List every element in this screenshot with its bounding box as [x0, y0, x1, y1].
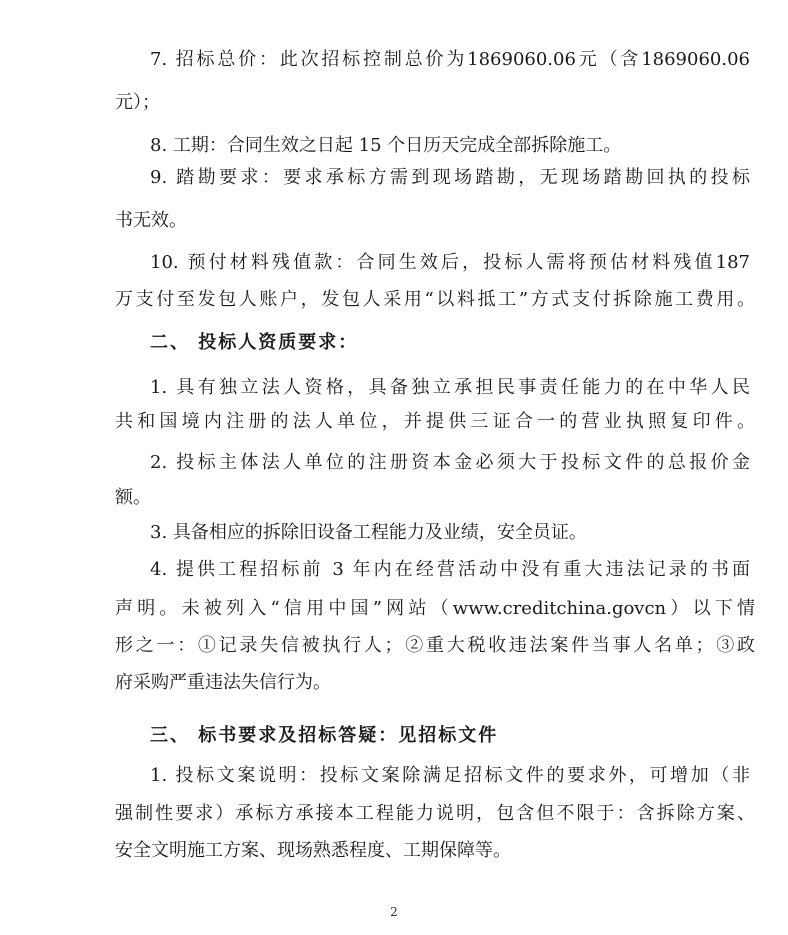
text-line: 9. 踏勘要求：要求承标方需到现场踏勘，无现场踏勘回执的投标: [150, 167, 750, 188]
text-line: 元）；: [115, 92, 160, 113]
text-line: 万支付至发包人账户，发包人采用“以料抵工”方式支付拆除施工费用。: [115, 289, 755, 310]
text-line: 3. 具备相应的拆除旧设备工程能力及业绩，安全员证。: [150, 522, 587, 543]
text-line: 4. 提供工程招标前 3 年内在经营活动中没有重大违法记录的书面: [150, 559, 750, 580]
text-line: 额。: [115, 487, 151, 508]
text-line: 共和国境内注册的法人单位，并提供三证合一的营业执照复印件。: [115, 411, 755, 432]
text-line: 10. 预付材料残值款：合同生效后，投标人需将预估材料残值187: [150, 252, 750, 273]
text-line: 8. 工期：合同生效之日起 15 个日历天完成全部拆除施工。: [150, 135, 622, 156]
text-line: 声明。未被列入“信用中国”网站（www.creditchina.govcn）以下情: [115, 598, 755, 619]
section-heading: 三、 标书要求及招标答疑：见招标文件: [150, 725, 499, 746]
text-line: 2. 投标主体法人单位的注册资本金必须大于投标文件的总报价金: [150, 452, 750, 473]
section-heading: 二、 投标人资质要求：: [150, 332, 359, 353]
text-line: 形之一：①记录失信被执行人；②重大税收违法案件当事人名单；③政: [115, 635, 755, 656]
text-line: 7. 招标总价：此次招标控制总价为1869060.06元（含1869060.06: [150, 49, 750, 70]
text-line: 安全文明施工方案、现场熟悉程度、工期保障等。: [115, 840, 511, 861]
text-line: 1. 投标文案说明：投标文案除满足招标文件的要求外，可增加（非: [150, 765, 750, 786]
text-line: 强制性要求）承标方承接本工程能力说明，包含但不限于：含拆除方案、: [115, 803, 755, 824]
text-line: 书无效。: [115, 210, 187, 231]
page-number: 2: [390, 905, 398, 919]
text-line: 1. 具有独立法人资格，具备独立承担民事责任能力的在中华人民: [150, 377, 750, 398]
text-line: 府采购严重违法失信行为。: [115, 672, 331, 693]
